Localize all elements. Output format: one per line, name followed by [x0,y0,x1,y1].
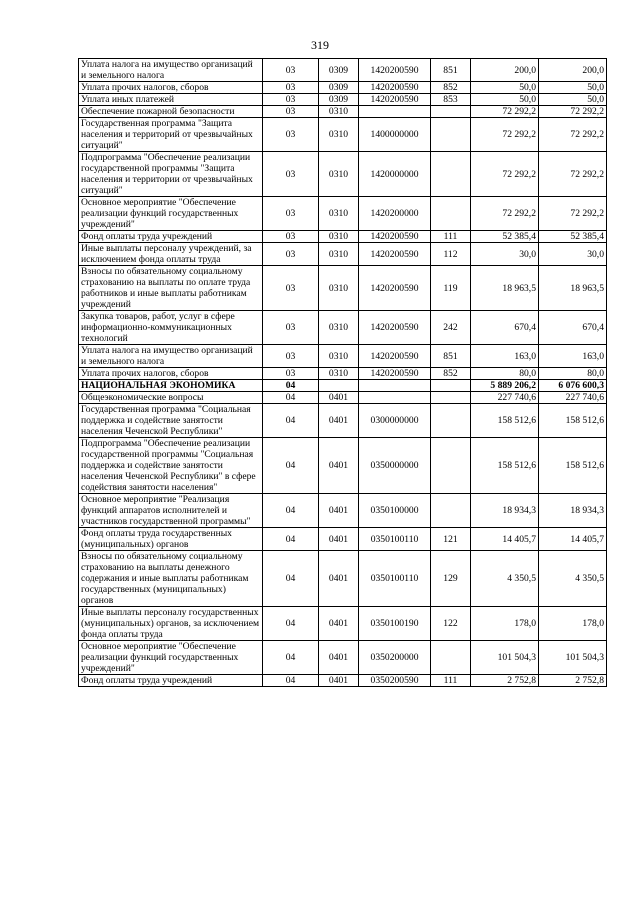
row-amount-year-2: 80,0 [539,368,607,380]
row-amount-year-2: 72 292,2 [539,118,607,152]
row-name: Государственная программа "Защита населения и территорий от чрезвычайных ситуаций" [79,118,263,152]
table-row [79,528,607,551]
table-row [79,231,607,243]
row-amount-year-1: 2 752,8 [471,675,539,687]
row-section-code: 03 [263,311,319,345]
row-subsection-code: 0309 [319,59,359,82]
row-expense-type-code [431,152,471,197]
row-subsection-code: 0401 [319,528,359,551]
row-amount-year-1: 18 934,3 [471,494,539,528]
row-name: Закупка товаров, работ, услуг в сфере информационно-коммуникационных технологий [79,311,263,345]
row-amount-year-1: 50,0 [471,82,539,94]
row-section-code: 03 [263,266,319,311]
table-row [79,438,607,494]
row-section-code: 04 [263,494,319,528]
row-expense-type-code: 851 [431,345,471,368]
row-section-code: 03 [263,345,319,368]
row-name: Взносы по обязательному социальному страхованию на выплаты денежного содержания и иные выплаты работникам государственных (муниципальных) органов [79,551,263,607]
row-amount-year-1: 101 504,3 [471,641,539,675]
row-amount-year-1: 163,0 [471,345,539,368]
row-amount-year-1: 158 512,6 [471,404,539,438]
row-subsection-code: 0401 [319,404,359,438]
row-subsection-code: 0310 [319,231,359,243]
row-target-article-code: 1420200590 [359,59,431,82]
row-amount-year-2: 158 512,6 [539,438,607,494]
row-section-code: 04 [263,380,319,392]
row-expense-type-code [431,106,471,118]
row-amount-year-2: 72 292,2 [539,152,607,197]
table-row [79,106,607,118]
row-amount-year-1: 200,0 [471,59,539,82]
row-expense-type-code: 129 [431,551,471,607]
row-name: Уплата прочих налогов, сборов [79,368,263,380]
table-row [79,345,607,368]
row-target-article-code: 1420200590 [359,94,431,106]
table-row [79,152,607,197]
row-amount-year-1: 14 405,7 [471,528,539,551]
table-row [79,404,607,438]
table-row [79,311,607,345]
row-name: Основное мероприятие "Обеспечение реализации функций государственных учреждений" [79,641,263,675]
row-subsection-code: 0401 [319,494,359,528]
row-expense-type-code [431,641,471,675]
row-name: Обеспечение пожарной безопасности [79,106,263,118]
row-target-article-code: 0350200000 [359,641,431,675]
row-subsection-code [319,380,359,392]
row-name: Подпрограмма "Обеспечение реализации государственной программы "Социальная поддержка и содействие занятости населения Чеченской Республики" в сфере содействия занятости населения" [79,438,263,494]
row-target-article-code: 1420200590 [359,368,431,380]
row-target-article-code: 1400000000 [359,118,431,152]
table-row [79,197,607,231]
row-expense-type-code: 112 [431,243,471,266]
row-section-code: 04 [263,607,319,641]
row-subsection-code: 0401 [319,641,359,675]
row-expense-type-code: 122 [431,607,471,641]
page-number: 319 [311,38,329,52]
row-name: Основное мероприятие "Обеспечение реализации функций государственных учреждений" [79,197,263,231]
row-expense-type-code: 111 [431,231,471,243]
table-row [79,392,607,404]
row-name: Фонд оплаты труда учреждений [79,675,263,687]
row-name: Уплата налога на имущество организаций и земельного налога [79,345,263,368]
row-expense-type-code: 852 [431,368,471,380]
row-expense-type-code: 121 [431,528,471,551]
table-body [79,59,607,687]
row-subsection-code: 0310 [319,368,359,380]
row-amount-year-2: 18 934,3 [539,494,607,528]
row-amount-year-2: 52 385,4 [539,231,607,243]
row-subsection-code: 0310 [319,243,359,266]
row-expense-type-code [431,392,471,404]
row-amount-year-2: 2 752,8 [539,675,607,687]
row-section-code: 03 [263,118,319,152]
row-expense-type-code: 119 [431,266,471,311]
row-subsection-code: 0310 [319,311,359,345]
row-section-code: 04 [263,392,319,404]
row-section-code: 04 [263,641,319,675]
row-section-code: 04 [263,438,319,494]
row-subsection-code: 0401 [319,438,359,494]
row-subsection-code: 0401 [319,675,359,687]
row-target-article-code: 1420000000 [359,152,431,197]
row-section-code: 03 [263,94,319,106]
row-amount-year-2: 50,0 [539,82,607,94]
row-expense-type-code: 242 [431,311,471,345]
row-amount-year-2: 50,0 [539,94,607,106]
row-amount-year-2: 178,0 [539,607,607,641]
row-target-article-code: 1420200590 [359,345,431,368]
row-amount-year-1: 158 512,6 [471,438,539,494]
row-target-article-code: 1420200590 [359,243,431,266]
table-row [79,380,607,392]
row-section-code: 03 [263,59,319,82]
row-amount-year-2: 227 740,6 [539,392,607,404]
table-row [79,368,607,380]
row-amount-year-1: 5 889 206,2 [471,380,539,392]
budget-table [78,58,607,687]
row-subsection-code: 0309 [319,94,359,106]
row-target-article-code: 1420200590 [359,82,431,94]
row-name: Фонд оплаты труда учреждений [79,231,263,243]
row-amount-year-2: 6 076 600,3 [539,380,607,392]
row-subsection-code: 0310 [319,152,359,197]
row-section-code: 04 [263,404,319,438]
row-amount-year-2: 158 512,6 [539,404,607,438]
row-expense-type-code [431,197,471,231]
row-name: Фонд оплаты труда государственных (муниципальных) органов [79,528,263,551]
row-name: Государственная программа "Социальная поддержка и содействие занятости населения Чеченской Республики" [79,404,263,438]
row-amount-year-2: 101 504,3 [539,641,607,675]
row-expense-type-code [431,494,471,528]
row-subsection-code: 0310 [319,345,359,368]
row-target-article-code: 1420200590 [359,266,431,311]
table-row [79,118,607,152]
row-name: Уплата прочих налогов, сборов [79,82,263,94]
row-name: НАЦИОНАЛЬНАЯ ЭКОНОМИКА [79,380,263,392]
row-amount-year-1: 80,0 [471,368,539,380]
row-subsection-code: 0309 [319,82,359,94]
row-section-code: 04 [263,675,319,687]
row-amount-year-2: 30,0 [539,243,607,266]
row-amount-year-2: 670,4 [539,311,607,345]
row-section-code: 03 [263,152,319,197]
row-section-code: 04 [263,551,319,607]
row-amount-year-1: 72 292,2 [471,106,539,118]
row-name: Основное мероприятие "Реализация функций аппаратов исполнителей и участников государственной программы" [79,494,263,528]
row-target-article-code: 0350100190 [359,607,431,641]
table-row [79,94,607,106]
row-amount-year-2: 72 292,2 [539,197,607,231]
row-amount-year-1: 72 292,2 [471,197,539,231]
row-amount-year-1: 72 292,2 [471,152,539,197]
table-row [79,607,607,641]
table-row [79,641,607,675]
row-section-code: 03 [263,368,319,380]
row-name: Иные выплаты персоналу государственных (муниципальных) органов, за исключением фонда оплаты труда [79,607,263,641]
row-amount-year-2: 14 405,7 [539,528,607,551]
row-expense-type-code [431,404,471,438]
row-amount-year-1: 4 350,5 [471,551,539,607]
row-section-code: 03 [263,197,319,231]
row-expense-type-code [431,380,471,392]
row-section-code: 03 [263,231,319,243]
row-target-article-code: 0350100110 [359,528,431,551]
row-target-article-code: 1420200000 [359,197,431,231]
row-target-article-code [359,106,431,118]
row-expense-type-code: 852 [431,82,471,94]
row-expense-type-code: 851 [431,59,471,82]
row-name: Взносы по обязательному социальному страхованию на выплаты по оплате труда работников и иные выплаты работникам учреждений [79,266,263,311]
row-amount-year-1: 670,4 [471,311,539,345]
row-amount-year-2: 4 350,5 [539,551,607,607]
row-subsection-code: 0310 [319,266,359,311]
row-target-article-code: 1420200590 [359,231,431,243]
row-name: Подпрограмма "Обеспечение реализации государственной программы "Защита населения и территории от чрезвычайных ситуаций" [79,152,263,197]
row-target-article-code: 0300000000 [359,404,431,438]
row-expense-type-code [431,118,471,152]
row-section-code: 03 [263,82,319,94]
row-section-code: 03 [263,106,319,118]
row-section-code: 04 [263,528,319,551]
row-target-article-code: 0350000000 [359,438,431,494]
row-amount-year-1: 50,0 [471,94,539,106]
row-target-article-code [359,392,431,404]
row-target-article-code: 0350100000 [359,494,431,528]
row-name: Уплата налога на имущество организаций и земельного налога [79,59,263,82]
row-subsection-code: 0310 [319,197,359,231]
table-row [79,675,607,687]
table-row [79,494,607,528]
row-amount-year-2: 18 963,5 [539,266,607,311]
row-name: Общеэкономические вопросы [79,392,263,404]
row-amount-year-1: 52 385,4 [471,231,539,243]
table-row [79,243,607,266]
row-expense-type-code: 853 [431,94,471,106]
row-expense-type-code [431,438,471,494]
table-row [79,551,607,607]
row-amount-year-1: 18 963,5 [471,266,539,311]
row-amount-year-2: 72 292,2 [539,106,607,118]
row-section-code: 03 [263,243,319,266]
row-subsection-code: 0310 [319,118,359,152]
row-target-article-code [359,380,431,392]
row-amount-year-2: 200,0 [539,59,607,82]
table-row [79,82,607,94]
table-row [79,59,607,82]
row-amount-year-2: 163,0 [539,345,607,368]
row-subsection-code: 0401 [319,392,359,404]
row-subsection-code: 0310 [319,106,359,118]
row-name: Уплата иных платежей [79,94,263,106]
row-amount-year-1: 30,0 [471,243,539,266]
row-expense-type-code: 111 [431,675,471,687]
row-subsection-code: 0401 [319,607,359,641]
row-name: Иные выплаты персоналу учреждений, за исключением фонда оплаты труда [79,243,263,266]
row-amount-year-1: 227 740,6 [471,392,539,404]
table-row [79,266,607,311]
row-target-article-code: 0350200590 [359,675,431,687]
row-subsection-code: 0401 [319,551,359,607]
row-amount-year-1: 178,0 [471,607,539,641]
row-target-article-code: 0350100110 [359,551,431,607]
row-amount-year-1: 72 292,2 [471,118,539,152]
row-target-article-code: 1420200590 [359,311,431,345]
